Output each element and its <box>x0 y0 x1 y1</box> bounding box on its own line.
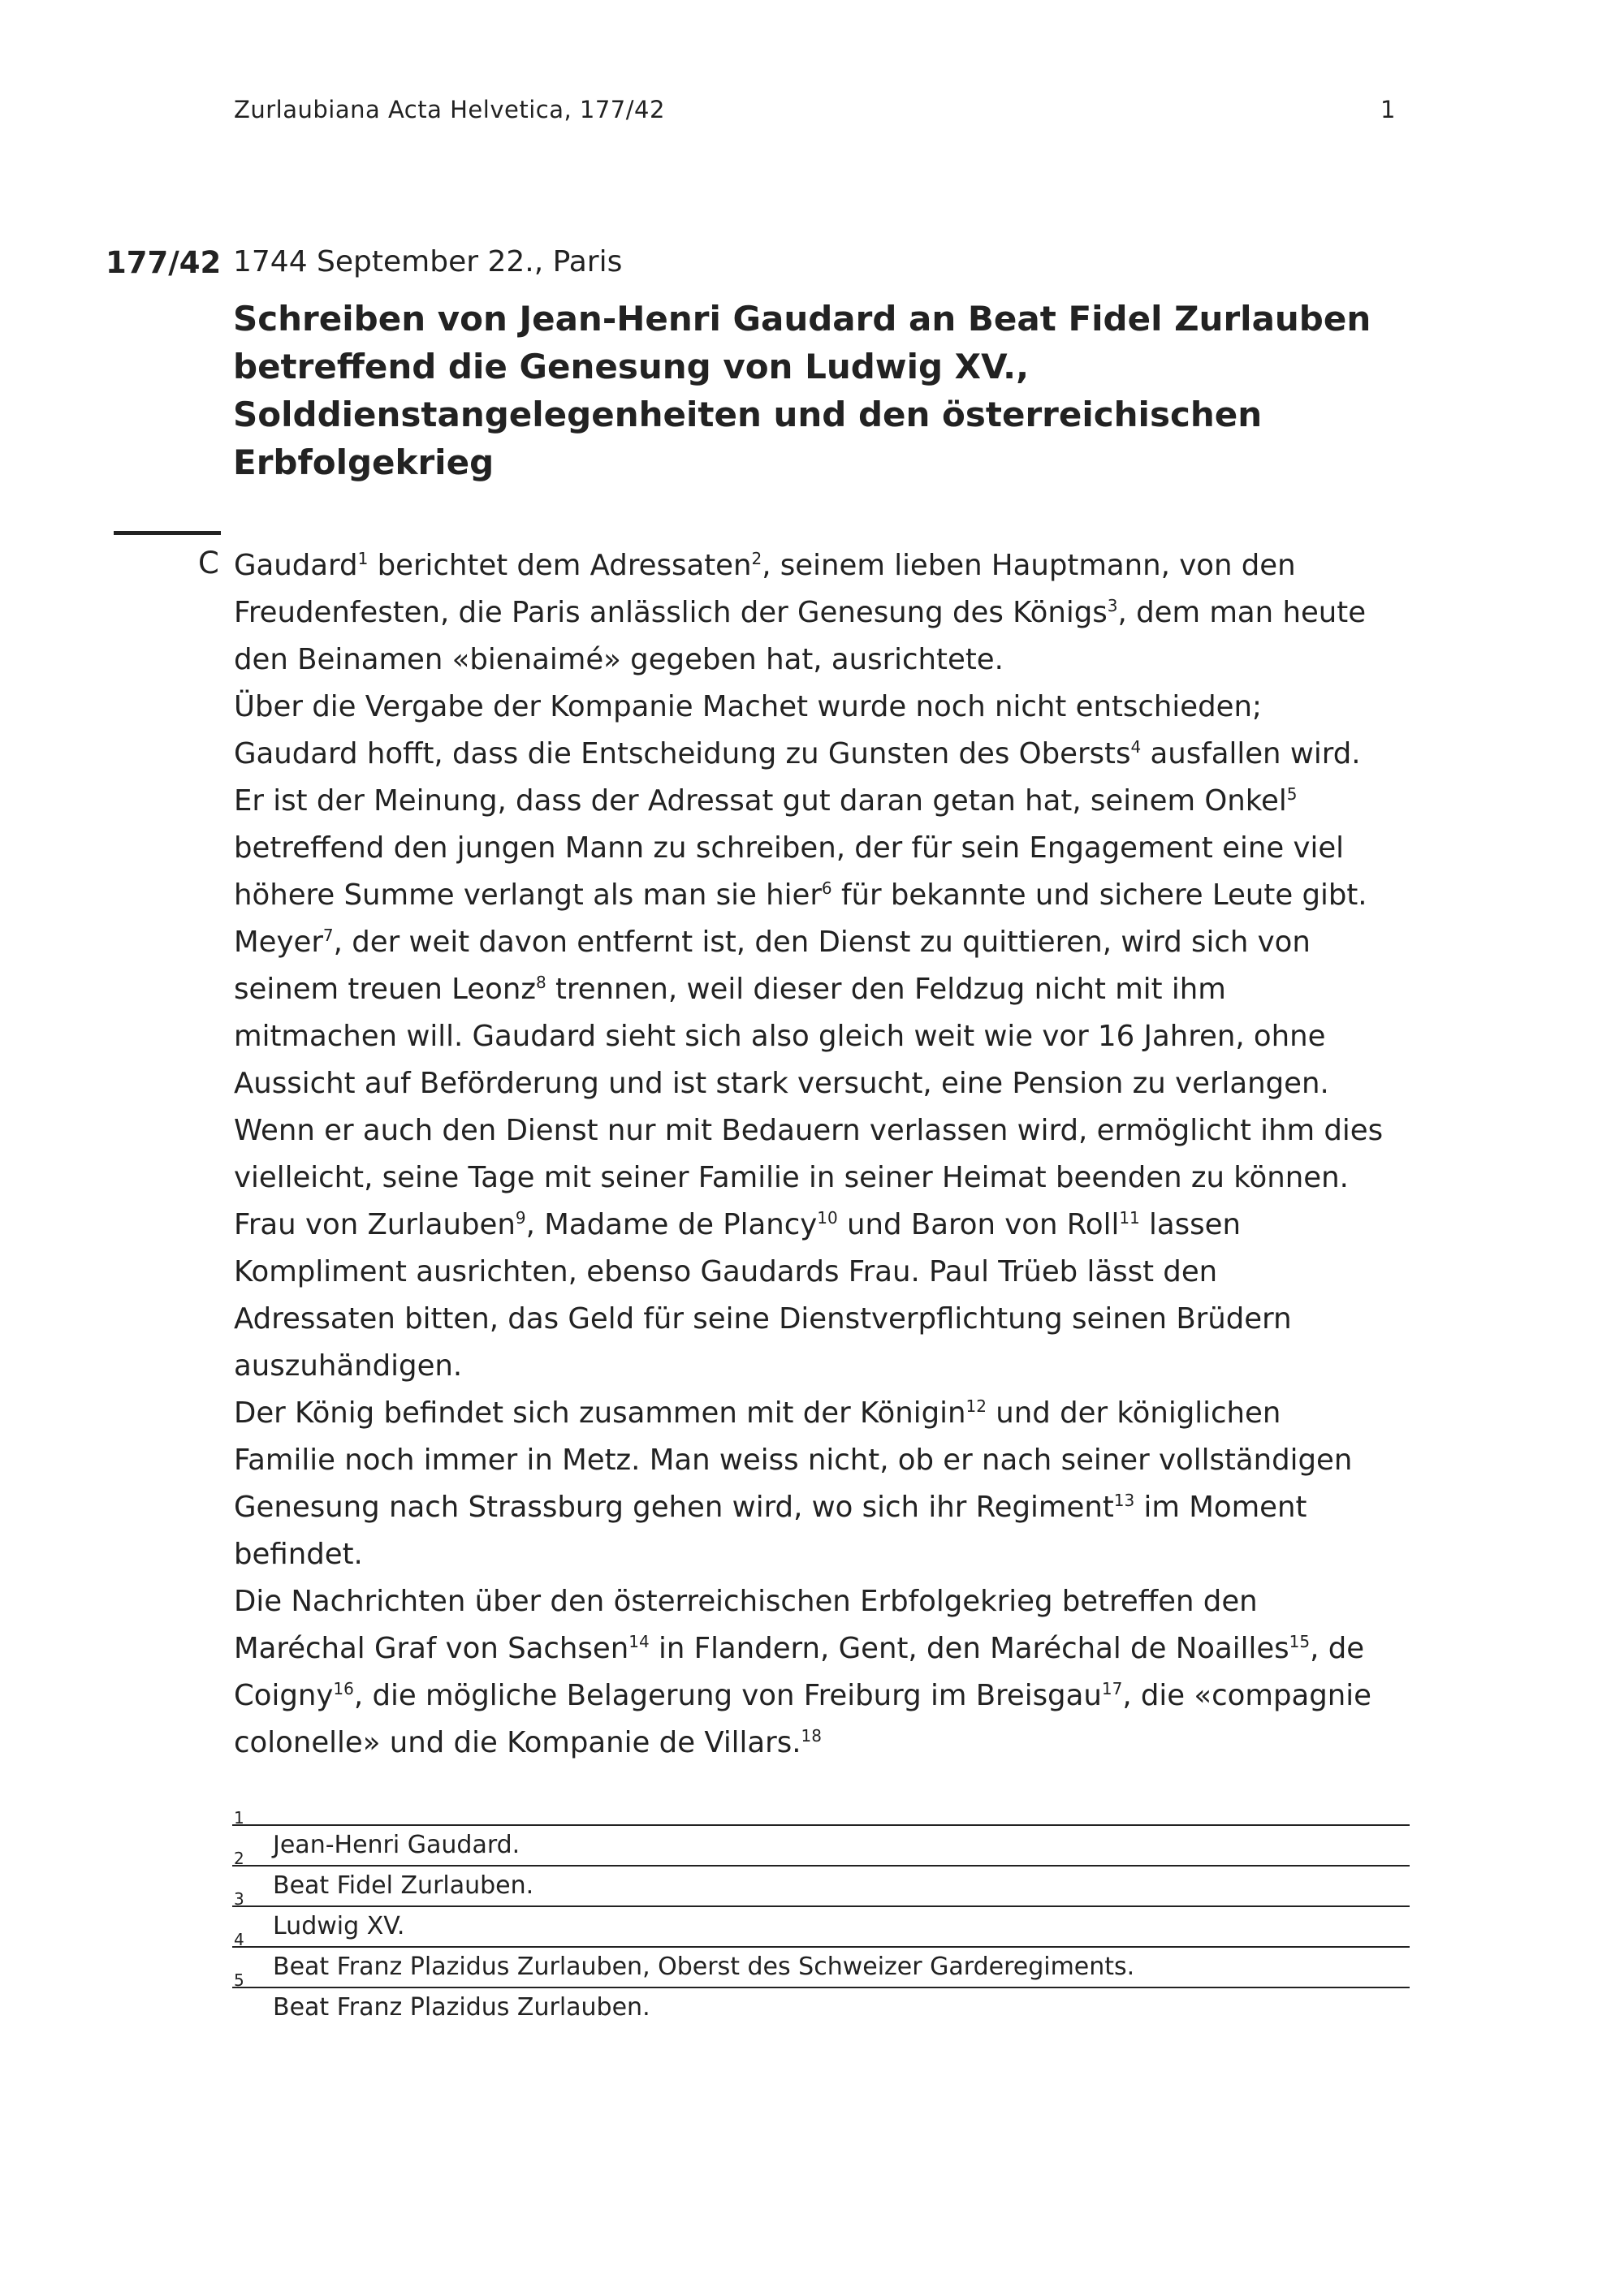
body-line: Familie noch immer in Metz. Man weiss nicht, ob er nach seiner vollständigen <box>234 1444 1353 1477</box>
footnote-ref[interactable]: 2 <box>751 549 762 568</box>
footnote-ref[interactable]: 5 <box>1286 784 1298 804</box>
title-line: betreffend die Genesung von Ludwig XV., <box>233 347 1030 386</box>
body-line: Gaudard$^1$ berichtet dem Adressaten$^2$, seinem lieben Hauptmann, von den <box>234 549 1296 582</box>
footnote-ref[interactable]: 9 <box>515 1208 526 1228</box>
body-line: Adressaten bitten, das Geld für seine Dienstverpflichtung seinen Brüdern <box>234 1302 1292 1336</box>
footnote-ref[interactable]: 13 <box>1113 1491 1135 1510</box>
body-line: höhere Summe verlangt als man sie hier$^6$ für bekannte und sichere Leute gibt. <box>234 878 1367 912</box>
body-line: befindet. <box>234 1538 363 1571</box>
document-title <box>233 295 1410 486</box>
footnote-ref[interactable]: 11 <box>1119 1208 1140 1228</box>
body-line: Genesung nach Strassburg gehen wird, wo sich ihr Regiment$^{13}$ im Moment <box>234 1491 1307 1524</box>
title-line: Solddienstangelegenheiten und den österreichischen <box>233 395 1263 434</box>
page-number: 1 <box>1380 96 1396 123</box>
body-line: colonelle» und die Kompanie de Villars.$^{18}$ <box>234 1726 822 1759</box>
footnote-ref[interactable]: 12 <box>965 1396 987 1416</box>
footnote-ref[interactable]: 18 <box>801 1726 822 1746</box>
footnote-text: Beat Fidel Zurlauben. <box>273 1871 534 1900</box>
body-line: Er ist der Meinung, dass der Adressat gut daran getan hat, seinem Onkel$^5$ <box>234 784 1298 818</box>
footnote-item: 3 Ludwig XV. <box>232 1905 1410 1946</box>
body-line: Freudenfesten, die Paris anlässlich der Genesung des Königs$^3$, dem man heute <box>234 596 1367 629</box>
body-line: seinem treuen Leonz$^8$ trennen, weil dieser den Feldzug nicht mit ihm <box>234 973 1226 1006</box>
body-line: auszuhändigen. <box>234 1349 463 1383</box>
body-line: Die Nachrichten über den österreichischen Erbfolgekrieg betreffen den <box>234 1585 1258 1618</box>
footnote-item: 5 Beat Franz Plazidus Zurlauben. <box>232 1987 1410 2027</box>
footnote-ref[interactable]: 10 <box>817 1208 838 1228</box>
footnote-ref[interactable]: 4 <box>1130 737 1142 757</box>
source-letter: C <box>198 546 219 580</box>
body-line: Der König befindet sich zusammen mit der Königin$^{12}$ und der königlichen <box>234 1396 1281 1430</box>
body-line: Frau von Zurlauben$^9$, Madame de Plancy$^{10}$ und Baron von Roll$^{11}$ lassen <box>234 1208 1241 1241</box>
footnote-ref[interactable]: 3 <box>1107 596 1118 615</box>
footnote-ref[interactable]: 6 <box>821 878 832 898</box>
body-line: Wenn er auch den Dienst nur mit Bedauern verlassen wird, ermöglicht ihm dies <box>234 1114 1384 1147</box>
body-line: Meyer$^7$, der weit davon entfernt ist, den Dienst zu quittieren, wird sich von <box>234 926 1311 959</box>
body-line: vielleicht, seine Tage mit seiner Familie in seiner Heimat beenden zu können. <box>234 1161 1349 1194</box>
summary-text <box>234 542 1411 1767</box>
title-line: Erbfolgekrieg <box>233 442 495 482</box>
body-line: Aussicht auf Beförderung und ist stark versucht, eine Pension zu verlangen. <box>234 1067 1329 1100</box>
margin-rule <box>114 531 221 535</box>
body-line: Kompliment ausrichten, ebenso Gaudards Frau. Paul Trüeb lässt den <box>234 1255 1218 1288</box>
body-line: Coigny$^{16}$, die mögliche Belagerung von Freiburg im Breisgau$^{17}$, die «compagnie <box>234 1679 1371 1712</box>
footnote-text: Beat Franz Plazidus Zurlauben, Oberst des Schweizer Garderegiments. <box>273 1953 1135 1981</box>
body-line: Gaudard hofft, dass die Entscheidung zu Gunsten des Obersts$^4$ ausfallen wird. <box>234 737 1361 770</box>
footnote-ref[interactable]: 16 <box>333 1679 354 1698</box>
running-header-title: Zurlaubiana Acta Helvetica, 177/42 <box>234 96 665 123</box>
footnote-ref[interactable]: 15 <box>1289 1632 1311 1651</box>
body-line: Maréchal Graf von Sachsen$^{14}$ in Flandern, Gent, den Maréchal de Noailles$^{15}$, de <box>234 1632 1365 1665</box>
document-number: 177/42 <box>106 245 222 280</box>
footnote-text: Beat Franz Plazidus Zurlauben. <box>273 1993 650 2022</box>
document-date-place: 1744 September 22., Paris <box>233 245 623 278</box>
footnote-ref[interactable]: 17 <box>1101 1679 1123 1698</box>
title-line: Schreiben von Jean-Henri Gaudard an Beat Fidel Zurlauben <box>233 299 1371 339</box>
footnote-item: 2 Beat Fidel Zurlauben. <box>232 1865 1410 1905</box>
body-line: betreffend den jungen Mann zu schreiben, der für sein Engagement eine viel <box>234 831 1345 865</box>
footnote-text: Ludwig XV. <box>273 1912 405 1940</box>
footnotes <box>232 1808 1410 2027</box>
body-line: den Beinamen «bienaimé» gegeben hat, ausrichtete. <box>234 643 1004 676</box>
footnote-ref[interactable]: 8 <box>535 973 546 992</box>
footnote-item: 4 Beat Franz Plazidus Zurlauben, Oberst des Schweizer Garderegiments. <box>232 1946 1410 1987</box>
footnote-ref[interactable]: 7 <box>322 926 334 945</box>
footnote-ref[interactable]: 14 <box>628 1632 650 1651</box>
body-line: mitmachen will. Gaudard sieht sich also gleich weit wie vor 16 Jahren, ohne <box>234 1020 1326 1053</box>
body-line: Über die Vergabe der Kompanie Machet wurde noch nicht entschieden; <box>234 690 1262 723</box>
footnote-text: Jean-Henri Gaudard. <box>273 1831 520 1859</box>
footnote-ref[interactable]: 1 <box>357 549 369 568</box>
footnote-item: 1 Jean-Henri Gaudard. <box>232 1824 1410 1865</box>
